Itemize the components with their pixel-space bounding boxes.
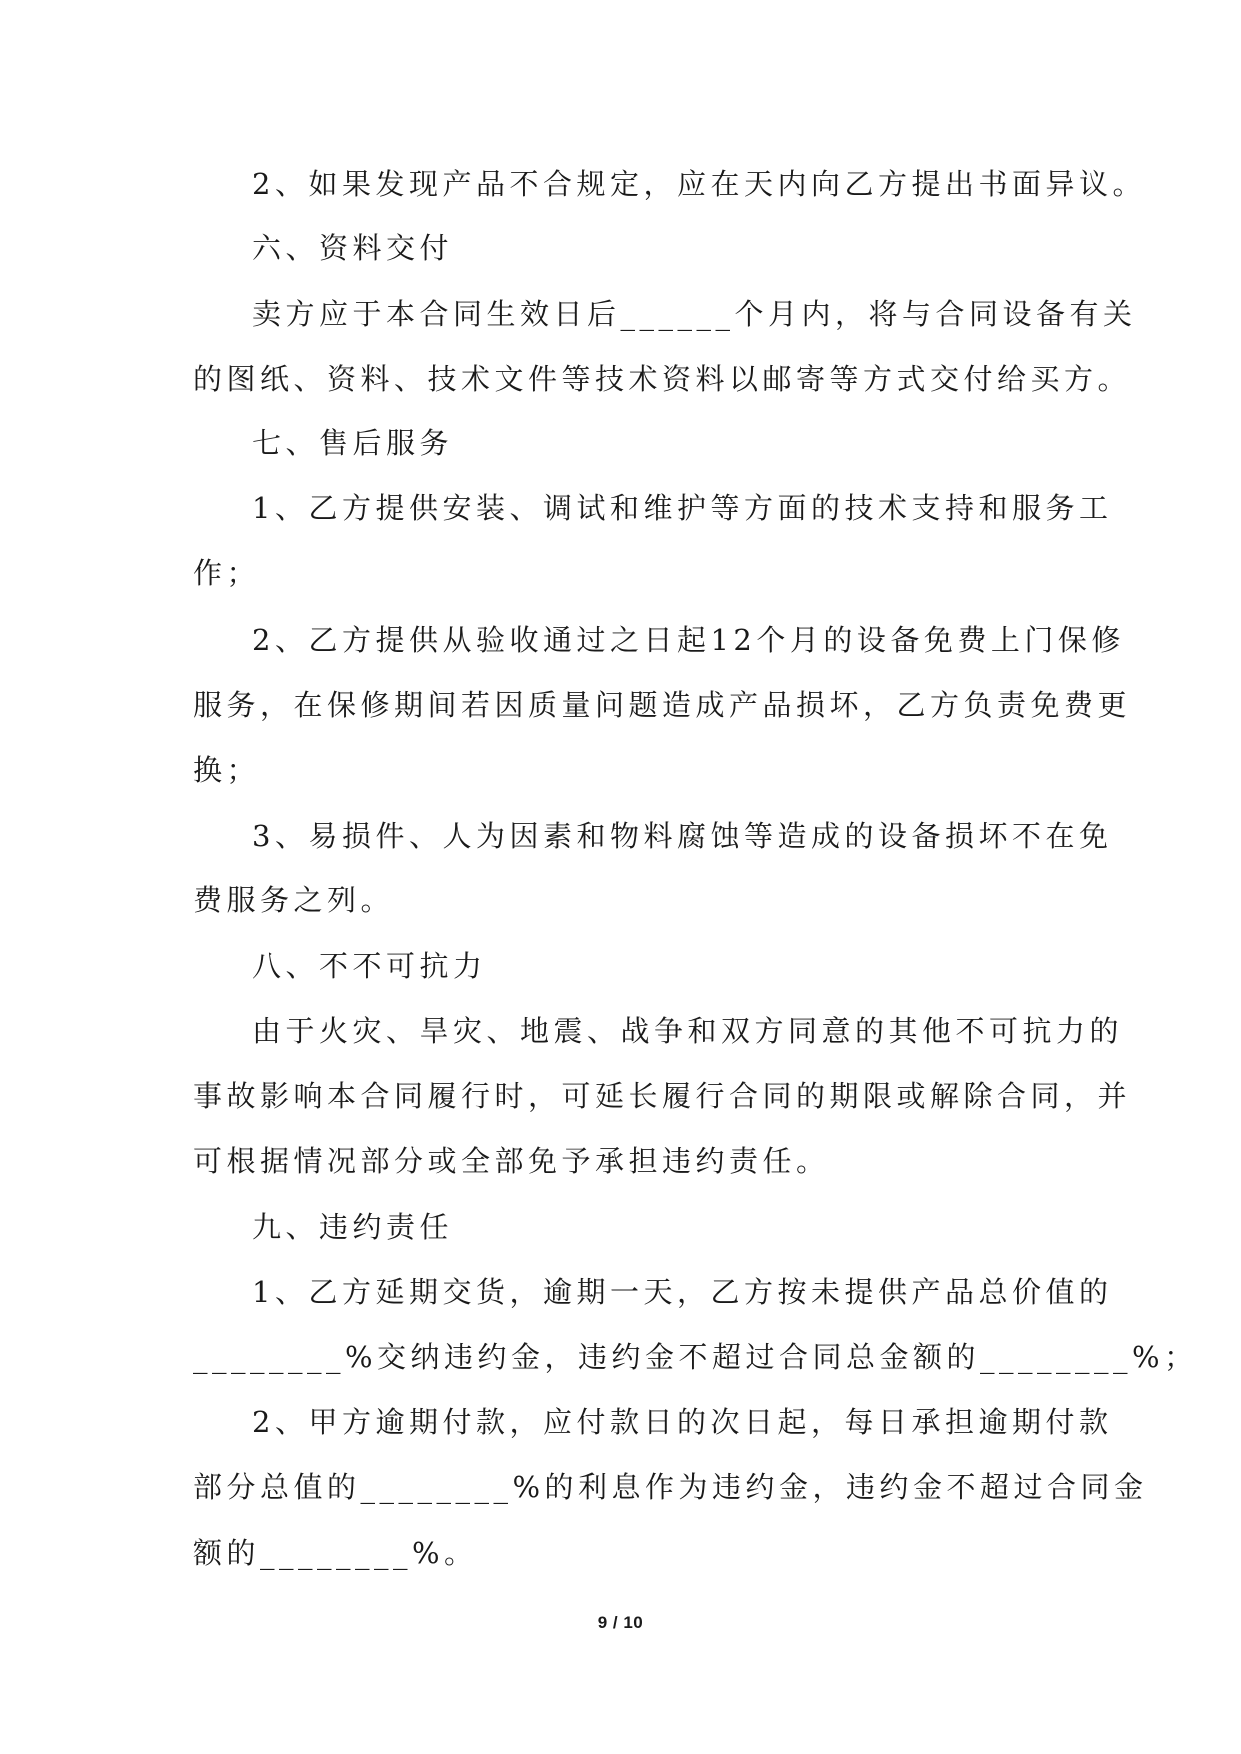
paragraph-line: 费服务之列。 [193, 883, 395, 917]
paragraph-line: 服务，在保修期间若因质量问题造成产品损坏，乙方负责免费更 [193, 688, 1132, 722]
paragraph-line: 作； [193, 556, 261, 590]
paragraph-line: 2、乙方提供从验收通过之日起12个月的设备免费上门保修 [252, 623, 1125, 657]
paragraph-line: 卖方应于本合同生效日后______个月内，将与合同设备有关 [252, 297, 1137, 331]
paragraph-line: 3、易损件、人为因素和物料腐蚀等造成的设备损坏不在免 [252, 819, 1113, 853]
paragraph-line: 的图纸、资料、技术文件等技术资料以邮寄等方式交付给买方。 [193, 362, 1132, 396]
paragraph-line: 1、乙方延期交货，逾期一天，乙方按未提供产品总价值的 [252, 1275, 1113, 1309]
paragraph-line: 换； [193, 753, 261, 787]
paragraph-line: 部分总值的________%的利息作为违约金，违约金不超过合同金 [193, 1470, 1148, 1504]
paragraph-line: ________%交纳违约金，违约金不超过合同总金额的________%； [193, 1340, 1198, 1374]
section-9-heading: 九、违约责任 [252, 1210, 454, 1244]
section-7-heading: 七、售后服务 [252, 426, 454, 460]
paragraph-line: 事故影响本合同履行时，可延长履行合同的期限或解除合同，并 [193, 1079, 1132, 1113]
paragraph-line: 1、乙方提供安装、调试和维护等方面的技术支持和服务工 [252, 491, 1113, 525]
paragraph-line: 由于火灾、旱灾、地震、战争和双方同意的其他不可抗力的 [252, 1014, 1124, 1048]
paragraph-line: 2、甲方逾期付款，应付款日的次日起，每日承担逾期付款 [252, 1405, 1113, 1439]
page-number: 9 / 10 [597, 1613, 644, 1632]
paragraph-line: 可根据情况部分或全部免予承担违约责任。 [193, 1144, 830, 1178]
section-8-heading: 八、不不可抗力 [252, 949, 487, 983]
section-6-heading: 六、资料交付 [252, 231, 454, 265]
clause-5-2: 2、如果发现产品不合规定，应在天内向乙方提出书面异议。 [252, 167, 1146, 201]
paragraph-line: 额的________%。 [193, 1536, 478, 1570]
